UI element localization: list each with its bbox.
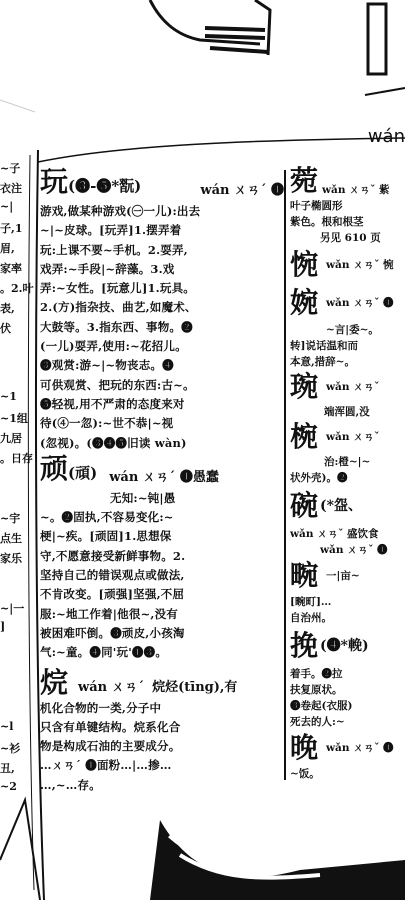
right-line: [畹町]…	[290, 596, 332, 608]
entry-pinyin: wán ㄨㄢˊ ❶	[200, 183, 284, 198]
left-fragment-line: ~2	[0, 780, 17, 793]
headword: 晚	[290, 731, 319, 764]
left-fragment-line: 家率	[0, 262, 22, 275]
left-fragment-line: 衣注	[0, 182, 22, 195]
entry-pinyin: wán ㄨㄢˊ	[78, 679, 145, 695]
left-fragment-line: 。2.叶	[0, 282, 34, 295]
left-fragment-line: ~宇	[0, 512, 21, 525]
entry-line: 气:~童。❹同'玩'❶❸。	[40, 645, 168, 660]
entry-line: 不肯改变。[顽强]坚强,不屈	[40, 587, 185, 602]
entry-line: 玩:上课不要~手机。2.耍弄,	[40, 242, 188, 257]
right-line: ~言|委~。	[326, 324, 379, 336]
left-fragment-line: ]	[0, 620, 6, 633]
entry-line: 2.(方)指杂技、曲艺,如魔术、	[40, 300, 197, 315]
headword: 顽(頑)	[40, 451, 98, 485]
headword: 惋	[290, 248, 319, 281]
headword: 椀	[290, 420, 319, 453]
entry-line: 物是构成石油的主要成分。	[40, 739, 181, 754]
entry-pinyin: wán ㄨㄢˊ ❶愚蠢	[109, 469, 219, 485]
right-entry	[290, 558, 405, 594]
right-line: 端浑圆,没	[324, 406, 370, 418]
right-line: wǎn ㄨㄢˇ ❶	[326, 297, 394, 309]
right-entry	[290, 246, 405, 284]
right-line: ~饭。	[290, 768, 320, 780]
left-page-fragment	[0, 160, 34, 800]
right-line: 叶子椭圆形	[290, 200, 343, 212]
entry-line: (一儿)耍弄,使用:~花招儿。	[40, 339, 187, 354]
right-line: (❹*輓)	[320, 638, 369, 654]
main-column	[40, 164, 284, 844]
right-line: 死去的人:~	[290, 716, 345, 728]
entry-line: …ㄨㄢˊ ❶面粉…|…掺…	[40, 758, 172, 773]
left-fragment-line: 伏	[0, 322, 11, 335]
right-line: 另见 610 页	[320, 232, 381, 244]
headword: 畹	[290, 559, 319, 592]
entry-line: 只含有单键结构。烷系化合	[40, 719, 181, 734]
right-line: ❸卷起(衣服)	[290, 700, 353, 712]
left-fragment-line: ~1组	[0, 412, 28, 425]
entry-line: 待(④一忽):~世不恭|~视	[40, 416, 174, 431]
left-fragment-line: 表,	[0, 302, 15, 315]
left-fragment-line: ~1	[0, 390, 17, 403]
left-fragment-line: 。日存	[0, 452, 33, 465]
right-entry	[290, 164, 405, 198]
right-line: (*盌、	[320, 498, 362, 514]
entry-line: ❸观赏:游~|~物丧志。❹	[40, 358, 174, 373]
entry-line: 无知:~钝|愚	[110, 490, 176, 505]
entry-line: 梗|~疾。[顽固]1.思想保	[40, 529, 172, 544]
headword: 挽	[290, 629, 319, 662]
entry-line: 烷烃(tīng),有	[152, 679, 238, 695]
right-line: 状外壳)。❷	[290, 472, 348, 484]
entry-line: 服:~地工作着|他很~,没有	[40, 606, 179, 621]
entry-line: 坚持自己的错误观点或做法,	[40, 568, 185, 583]
page-header-pinyin: wán	[367, 126, 405, 147]
headword: 琬	[290, 370, 319, 403]
entry-line: 戏弄:~手段|~辞藻。3.戏	[40, 261, 175, 276]
entry-line: 大鼓等。3.指东西、事物。❷	[40, 319, 193, 334]
entry-line: (忽视)。(❸❹❺旧读 wàn)	[40, 435, 187, 450]
right-entry	[290, 626, 405, 666]
left-fragment-line: ~l	[0, 720, 14, 733]
left-fragment-line: 丑,	[0, 762, 15, 775]
entry-head-wan-alkane	[40, 663, 284, 699]
column-divider	[284, 170, 286, 780]
right-line: wǎn ㄨㄢˇ	[326, 431, 380, 443]
right-line: wǎn ㄨㄢˇ ❶	[326, 742, 394, 754]
left-fragment-line: ~子	[0, 162, 21, 175]
entry-line: ❺轻视,用不严肃的态度来对	[40, 396, 185, 411]
entry-line: ~。❷固执,不容易变化:~	[40, 510, 174, 525]
right-line: wǎn ㄨㄢˇ 紫	[322, 184, 390, 196]
left-fragment-line: ~衫	[0, 742, 21, 755]
scan-top-artifact	[0, 0, 405, 110]
right-line: wǎn ㄨㄢˇ 盛饮食	[290, 528, 379, 540]
right-line: 紫色。根和根茎	[290, 216, 364, 228]
entry-line: …,~…存。	[40, 777, 101, 792]
right-line: 治:橙~|~	[324, 456, 371, 468]
entry-line: 守,不愿意接受新鲜事物。2.	[40, 548, 186, 563]
left-fragment-line: 点生	[0, 532, 22, 545]
right-entry	[290, 486, 405, 526]
right-line: 本意,措辞~。	[290, 356, 355, 368]
headword: 菀	[290, 164, 319, 197]
entry-head-wan-play	[40, 164, 284, 202]
entry-line: 可供观赏、把玩的东西:古~。	[40, 377, 195, 392]
entry-line: ~|~皮球。[玩弄]1.摆弄着	[40, 223, 182, 238]
right-entry	[290, 370, 405, 404]
right-line: wǎn ㄨㄢˇ ❶	[320, 544, 388, 556]
entry-line: 弄:~女性。[玩意儿]1.玩具。	[40, 281, 195, 296]
right-entry	[290, 284, 405, 322]
entry-head-wan-stubborn	[40, 453, 284, 489]
right-entry	[290, 420, 405, 454]
headword: 玩(❸-❺*翫)	[40, 165, 142, 198]
right-line: 转]说话温和而	[290, 340, 358, 352]
entry-line: 被困难吓倒。❸顽皮,小孩淘	[40, 625, 185, 640]
right-column	[290, 164, 405, 844]
right-line: 扶复原状。	[290, 684, 343, 696]
left-fragment-line: ~|一	[0, 602, 25, 615]
right-line: 自治州。	[290, 612, 332, 624]
right-line: wǎn ㄨㄢˇ 惋	[326, 259, 394, 271]
left-fragment-line: 子,1	[0, 222, 23, 235]
headword: 碗	[290, 489, 319, 522]
left-fragment-line: 眉,	[0, 242, 15, 255]
right-line: 一|亩~	[326, 570, 360, 582]
right-line: 着手。❷拉	[290, 668, 343, 680]
entry-line: 游戏,做某种游戏(㊀一儿):出去	[40, 204, 201, 218]
right-entry	[290, 730, 405, 766]
right-line: wǎn ㄨㄢˇ	[326, 381, 380, 393]
left-fragment-line: 九居	[0, 432, 22, 445]
left-fragment-line: 家乐	[0, 552, 22, 565]
headword: 烷	[40, 665, 69, 699]
headword: 婉	[290, 286, 319, 319]
entry-line: 机化合物的一类,分子中	[40, 700, 162, 715]
left-fragment-line: ~|	[0, 200, 14, 213]
